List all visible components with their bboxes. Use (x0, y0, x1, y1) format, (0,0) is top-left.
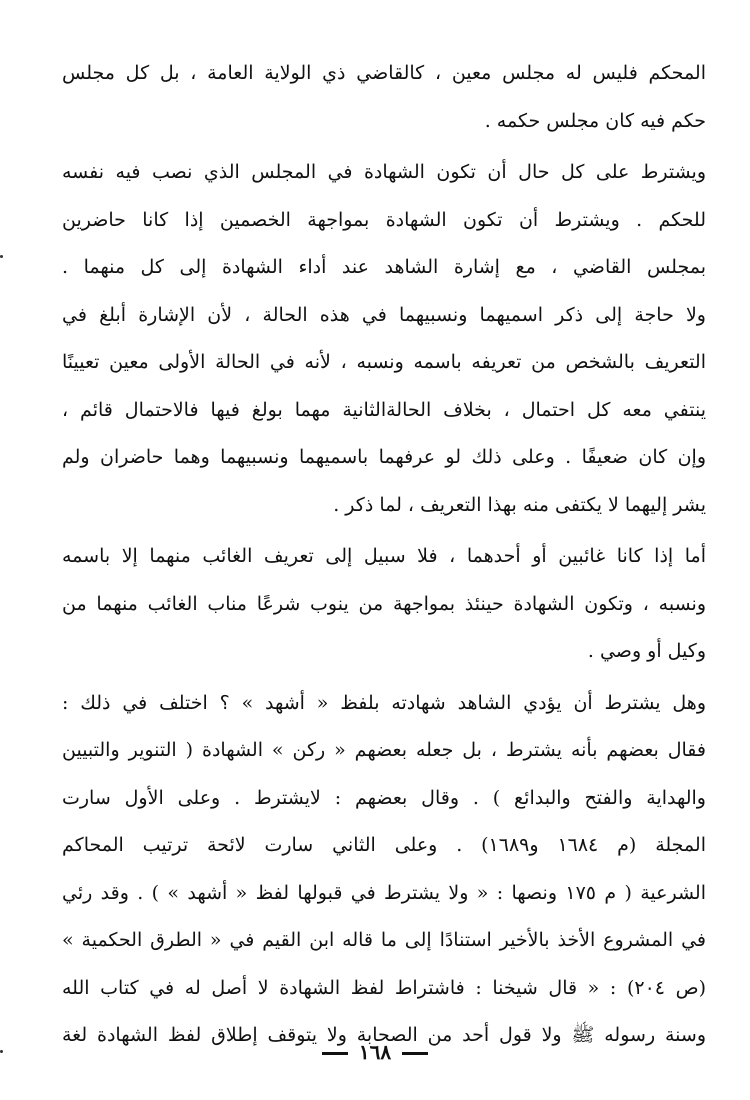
text-line: وهل يشترط أن يؤدي الشاهد شهادته بلفظ « أشهد » ؟ اختلف في ذلك : (62, 691, 706, 714)
text-line: التعريف بالشخص من تعريفه باسمه ونسبه ، لأنه في الحالة الأولى معين تعيينًا (62, 351, 706, 373)
text-line: ينتفي معه كل احتمال ، بخلاف الحالةالثانية مهما بولغ فيها فالاحتمال قائم ، (62, 398, 706, 421)
text-line: وسنة رسوله ﷺ ولا قول أحد من الصحابة ولا يتوقف إطلاق لفظ الشهادة لغة (62, 1024, 706, 1046)
text-line: ويشترط على كل حال أن تكون الشهادة في المجلس الذي نصب فيه نفسه (62, 161, 706, 183)
body-text (62, 50, 706, 1060)
text-line: المجلة (م ١٦٨٤ و١٦٨٩) . وعلى الثاني سارت لائحة ترتيب المحاكم (62, 834, 706, 856)
text-line: يشر إليهما لا يكتفى منه بهذا التعريف ، لما ذكر . (333, 493, 706, 516)
edge-mark (0, 255, 3, 258)
text-line: وكيل أو وصي . (587, 640, 706, 662)
text-line: للحكم . ويشترط أن تكون الشهادة بمواجهة الخصمين إذا كانا حاضرين (62, 208, 706, 231)
edge-mark (0, 1050, 3, 1053)
text-line: ونسبه ، وتكون الشهادة حينئذ بمواجهة من ينوب شرعًا مناب الغائب منهما من (62, 592, 706, 615)
text-line: الشرعية ( م ١٧٥ ونصها : « ولا يشترط في قبولها لفظ « أشهد » ) . وقد رئي (62, 881, 706, 904)
text-line: في المشروع الأخذ بالأخير استنادًا إلى ما قاله ابن القيم في « الطرق الحكمية » (62, 929, 706, 951)
text-line: حكم فيه كان مجلس حكمه . (484, 109, 706, 132)
dash-right (322, 1052, 348, 1055)
text-line: ولا حاجة إلى ذكر اسميهما ونسبيهما في هذه الحالة ، لأن الإشارة أبلغ في (62, 303, 706, 326)
page-number (0, 1040, 750, 1064)
dash-left (402, 1052, 428, 1055)
text-line: بمجلس القاضي ، مع إشارة الشاهد عند أداء الشهادة إلى كل منهما . (62, 256, 706, 278)
text-line: فقال بعضهم بأنه يشترط ، بل جعله بعضهم « ركن » الشهادة ( التنوير والتبيين (62, 739, 706, 761)
text-line: والهداية والفتح والبدائع ) . وقال بعضهم : لايشترط . وعلى الأول سارت (62, 786, 706, 809)
text-line: أما إذا كانا غائبين أو أحدهما ، فلا سبيل إلى تعريف الغائب منهما إلا باسمه (62, 545, 706, 567)
text-line: المحكم فليس له مجلس معين ، كالقاضي ذي الولاية العامة ، بل كل مجلس (62, 62, 706, 84)
page-number-text: ١٦٨ (358, 1040, 392, 1064)
text-line: (ص ٢٠٤) : « قال شيخنا : فاشتراط لفظ الشهادة لا أصل له في كتاب الله (62, 976, 706, 999)
text-line: وإن كان ضعيفًا . وعلى ذلك لو عرفهما باسميهما ونسبيهما وهما حاضران ولم (62, 446, 706, 468)
